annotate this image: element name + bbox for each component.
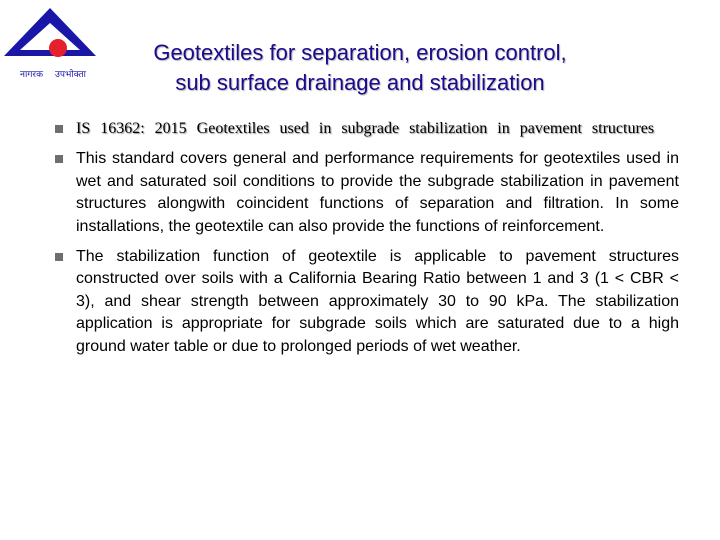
bis-logo-icon — [2, 4, 102, 84]
square-bullet-icon — [55, 155, 63, 163]
logo-right-text: उपभोक्ता — [55, 70, 86, 80]
bullet-text: This standard covers general and performance requirements for geotextiles used in wet and saturated soil conditions to provide the subgrade stabilization in pavement structures alongwith coincident functions of separation and filtration. In some installations, the geotextile can also provide the functions of reinforcement. — [76, 150, 679, 235]
square-bullet-icon — [55, 125, 63, 133]
title-line-1: Geotextiles for separation, erosion control, — [153, 40, 567, 65]
bullet-list — [55, 118, 679, 366]
title-line-2: sub surface drainage and stabilization — [175, 70, 545, 95]
bullet-standard-title — [55, 118, 679, 140]
bis-logo — [2, 4, 102, 84]
bullet-scope — [55, 148, 679, 238]
bullet-text: The stabilization function of geotextile is applicable to pavement structures constructed over soils with a California Bearing Ratio between 1 and 3 (1 < CBR < 3), and shear strength between approximately 30 to 90 kPa. The stabilization application is appropriate for subgrade soils which are saturated due to a high ground water table or due to prolonged periods of wet weather. — [76, 248, 679, 355]
logo-left-text: नागरक — [20, 70, 43, 80]
square-bullet-icon — [55, 253, 63, 261]
slide-title — [104, 38, 616, 98]
bullet-stabilization — [55, 246, 679, 358]
bullet-text: IS 16362: 2015 Geotextiles used in subgrade stabilization in pavement structures — [76, 120, 655, 137]
